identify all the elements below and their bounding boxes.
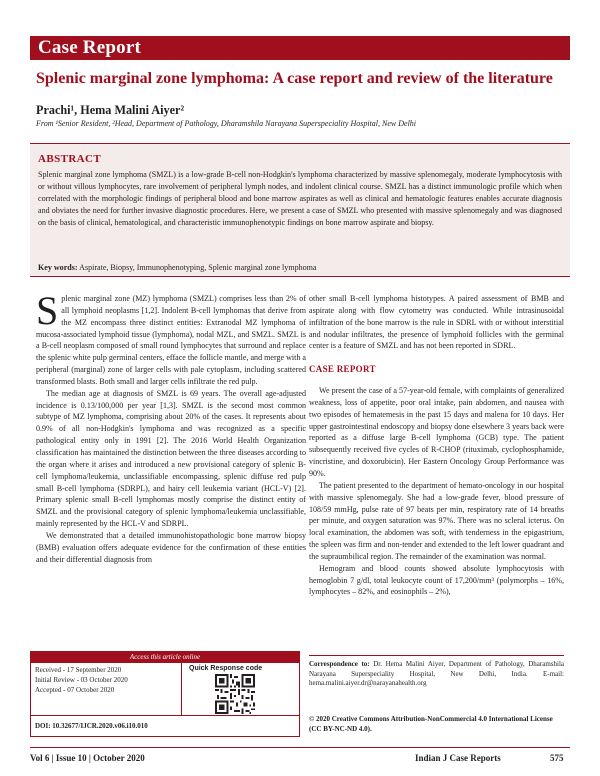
accepted-date: Accepted - 07 October 2020 <box>35 686 115 694</box>
case-presentation-paragraph: The patient presented to the department of hemato-oncology in our hospital with massive splenomegaly. She had a low-grade fever, blood pressure of 108/59 mmHg, pulse rate of 97 beats per min, respiratory rate of 14 breaths per minute, and oxygen saturation was 97%. There was no scleral icterus. On local examination, the abdomen was soft, with tenderness in the epigastrium, the spleen was firm and non-tender and extended to the left lower quadrant and the supraumbilical region. The remainder of the examination was normal. <box>309 480 564 561</box>
intro-paragraph <box>36 288 306 388</box>
dropcap: S <box>36 288 59 333</box>
author-affiliation: From ¹Senior Resident, ²Head, Department of Pathology, Dharamshila Narayana Superspeciality Hospital, New Delhi <box>36 119 417 128</box>
abstract-heading: ABSTRACT <box>38 153 102 165</box>
page-number: 575 <box>550 753 564 763</box>
footer-divider <box>30 747 570 748</box>
footer-issue: Vol 6 | Issue 10 | October 2020 <box>30 753 145 763</box>
body-column-left <box>36 288 306 565</box>
keywords-label: Key words: <box>38 263 78 272</box>
author-list: Prachi¹, Hema Malini Aiyer² <box>36 103 185 117</box>
access-online-box <box>30 651 300 737</box>
access-heading: Access this article online <box>31 652 299 663</box>
initial-review-date: Initial Review - 03 October 2020 <box>35 676 128 684</box>
abstract-text: Splenic marginal zone lymphoma (SMZL) is a low-grade B-cell non-Hodgkin's lymphoma characterized by massive splenomegaly, moderate lymphocytosis with or without villous lymphocytes, rare involvement of peripheral lymph nodes, and indolent clinical course. SMZL has a distinct immunologic profile which when correlated with the morphologic findings of peripheral blood and bone marrow aspirates as well as clinical and hematologic features enables accurate diagnosis and obviates the need for further invasive diagnostic procedures. Here, we present a case of SMZL who presented with massive splenomegaly and was diagnosed on the basis of clinical, hematological, and characteristic immunophenotypic findings on bone marrow aspirate and biopsy. <box>38 170 562 227</box>
box-divider-horizontal <box>31 715 299 716</box>
footer-journal: Indian J Case Reports <box>415 753 501 763</box>
body-column-right <box>309 293 564 598</box>
received-date: Received - 17 September 2020 <box>35 666 122 674</box>
correspondence <box>309 655 564 689</box>
hemogram-paragraph: Hemogram and blood counts showed absolute lymphocytosis with hemoglobin 7 g/dl, total leukocyte count of 17,200/mm³ (polymorphs – 16%, lymphocytes – 82%, and eosinophils – 2%), <box>309 563 564 597</box>
article-dates <box>35 665 180 695</box>
intro-paragraph-text: plenic marginal zone (MZ) lymphoma (SMZL) comprises less than 2% of all lymphoid neoplasms [1,2]. Indolent B-cell lymphomas that derive from the MZ encompass three distinct entities: Extranodal MZ lymphoma of mucosa-associated lymphoid tissue (lymphoma), nodal MZL, and SMZL. SMZL is a B-cell neoplasm composed of small round lymphocytes that surround and replace the splenic white pulp germinal centers, efface the follicle mantle, and merge with a peripheral (marginal) zone of larger cells with pale cytoplasm, including scattered transformed blasts. Both small and larger cells infiltrate the red pulp. <box>36 294 306 386</box>
demonstration-paragraph: We demonstrated that a detailed immunohistopathologic bone marrow biopsy (BMB) evaluation offers adequate evidence for the confirmation of these entities and their differential diagnosis from <box>36 530 306 564</box>
section-label: Case Report <box>38 37 141 58</box>
license-notice: © 2020 Creative Commons Attribution-NonCommercial 4.0 International License (CC BY-NC-ND 4.0). <box>309 715 553 733</box>
continued-paragraph: other small B-cell lymphoma histotypes. A paired assessment of BMB and aspirate along with flow cytometry was conducted. While intrasinusoidal infiltration of the bone marrow is the rule in SDRL with or without interstitial and nodular infiltrates, the presence of lymphoid follicles with the germinal center is a feature of SMZL and has not been reported in SDRL. <box>309 294 564 351</box>
keywords-text: Aspirate, Biopsy, Immunophenotyping, Splenic marginal zone lymphoma <box>77 263 317 272</box>
abstract-box <box>30 143 570 277</box>
section-band <box>30 36 570 60</box>
keywords <box>38 263 316 272</box>
qr-code-icon <box>215 674 255 714</box>
article-title: Splenic marginal zone lymphoma: A case report and review of the literature <box>36 70 553 87</box>
box-divider <box>181 663 182 715</box>
case-report-heading: CASE REPORT <box>309 364 376 375</box>
correspondence-label: Correspondence to: <box>309 660 370 668</box>
qr-label: Quick Response code <box>189 665 263 672</box>
correspondence-text: Dr. Hema Malini Aiyer, Department of Pathology, Dharamshila Narayana Superspeciality Hospital, New Delhi, India. E-mail: hema.malini.aiyer.dr@narayanahealth.org <box>309 660 564 688</box>
case-history-paragraph: We present the case of a 57-year-old female, with complaints of generalized weakness, loss of appetite, poor oral intake, pain abdomen, and nausea with two episodes of hematemesis in the past 15 days and malena for 10 days. Her upper gastrointestinal endoscopy and biopsy done elsewhere 3 years back were reported as a diffuse large B-cell lymphoma (GCB) type. The patient subsequently received five cycles of R-CHOP (rituximab, cyclophosphamide, vincristine, and doxorubicin). Her Eastern Oncology Group Performance was 90%. <box>309 386 564 478</box>
doi: DOI: 10.32677/IJCR.2020.v06.i10.010 <box>35 722 148 730</box>
epidemiology-paragraph: The median age at diagnosis of SMZL is 69 years. The overall age-adjusted incidence is 0.13/100,000 per year [1,3]. SMZL is the second most common subtype of MZ lymphoma, comprising about 20% of the cases. It represents about 0.9% of all non-Hodgkin's lymphoma and was recognized as a specific pathological entity only in 1991 [2]. The 2016 World Health Organization classification has maintained the distinction between the three diseases according to the organ where it arises and introduced a new provisional category of splenic B-cell lymphoma/leukemia, unclassifiable encompassing, splenic diffuse red pulp small B-cell lymphoma (SDRPL), and hairy cell leukemia variant (HCL-V) [2]. Primary splenic small B-cell lymphomas mostly comprise the distinct entity of SMZL and the provisional category of splenic lymphoma/leukemia unclassifiable, mainly represented by the HCL-V and SDRPL. <box>36 388 306 529</box>
